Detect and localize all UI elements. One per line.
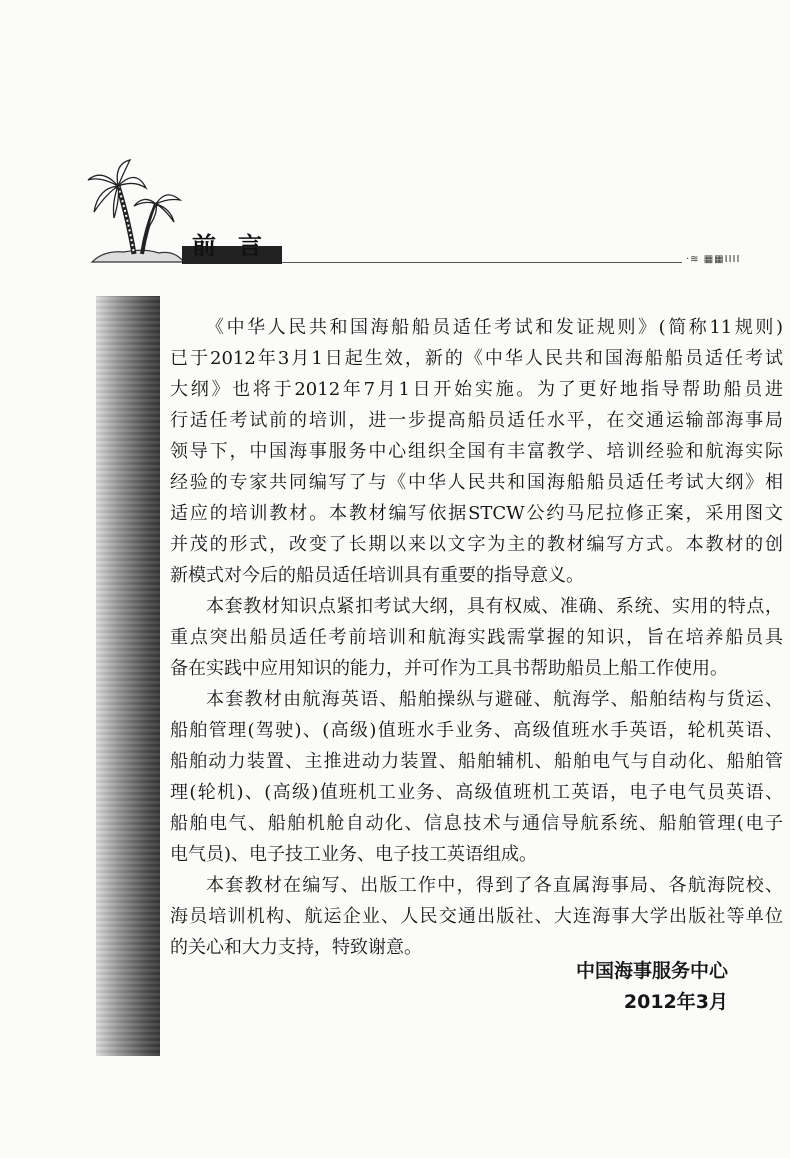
- text-line: 海员培训机构、航运企业、人民交通出版社、大连海事大学出版社等单位: [170, 906, 783, 927]
- text-line: 本套教材由航海英语、船舶操纵与避碰、航海学、船舶结构与货运、: [206, 689, 783, 710]
- preface-body: [170, 312, 783, 963]
- text-line: 本套教材知识点紧扣考试大纲，具有权威、准确、系统、实用的特点，: [206, 596, 783, 617]
- section-header: [84, 158, 741, 268]
- text-line: 行适任考试前的培训，进一步提高船员适任水平，在交通运输部海事局: [170, 410, 783, 431]
- signature-date: 2012年3月: [623, 991, 728, 1013]
- header-rule: [282, 262, 682, 263]
- title-block: [182, 226, 282, 264]
- text-line: 经验的专家共同编写了与《中华人民共和国海船船员适任考试大纲》相: [170, 472, 783, 493]
- text-line: 船舶电气、船舶机舱自动化、信息技术与通信导航系统、船舶管理(电子: [170, 813, 783, 834]
- text-line: 《中华人民共和国海船船员适任考试和发证规则》(简称11规则): [206, 317, 783, 338]
- signature: [576, 956, 728, 1018]
- text-line: 本套教材在编写、出版工作中，得到了各直属海事局、各航海院校、: [206, 875, 783, 896]
- text-line: 电气员)、电子技工业务、电子技工英语组成。: [170, 844, 538, 865]
- paragraph: [170, 312, 783, 591]
- paragraph: [170, 591, 783, 684]
- page-edge-shading: [96, 296, 160, 1056]
- text-line: 重点突出船员适任考前培训和航海实践需掌握的知识，旨在培养船员具: [170, 627, 783, 648]
- text-line: 已于2012年3月1日起生效，新的《中华人民共和国海船船员适任考试: [170, 348, 783, 369]
- paragraph: [170, 870, 783, 963]
- text-line: 领导下，中国海事服务中心组织全国有丰富教学、培训经验和航海实际: [170, 441, 783, 462]
- text-line: 的关心和大力支持，特致谢意。: [170, 937, 422, 958]
- text-line: 理(轮机)、(高级)值班机工业务、高级值班机工英语，电子电气员英语、: [170, 782, 783, 803]
- text-line: 并茂的形式，改变了长期以来以文字为主的教材编写方式。本教材的创: [170, 534, 783, 555]
- text-line: 船舶动力装置、主推进动力装置、船舶辅机、船舶电气与自动化、船舶管: [170, 751, 783, 772]
- page-title: 前言: [192, 232, 284, 260]
- text-line: 适应的培训教材。本教材编写依据STCW公约马尼拉修正案，采用图文: [170, 503, 783, 524]
- signature-organization: 中国海事服务中心: [575, 960, 728, 982]
- text-line: 大纲》也将于2012年7月1日开始实施。为了更好地指导帮助船员进: [170, 379, 783, 400]
- text-line: 备在实践中应用知识的能力，并可作为工具书帮助船员上船工作使用。: [170, 658, 728, 679]
- paragraph: [170, 684, 783, 870]
- text-line: 新模式对今后的船员适任培训具有重要的指导意义。: [170, 565, 584, 586]
- rule-ornament: ·≋ ▦▦IIII: [686, 254, 741, 265]
- text-line: 船舶管理(驾驶)、(高级)值班水手业务、高级值班水手英语，轮机英语、: [170, 720, 783, 741]
